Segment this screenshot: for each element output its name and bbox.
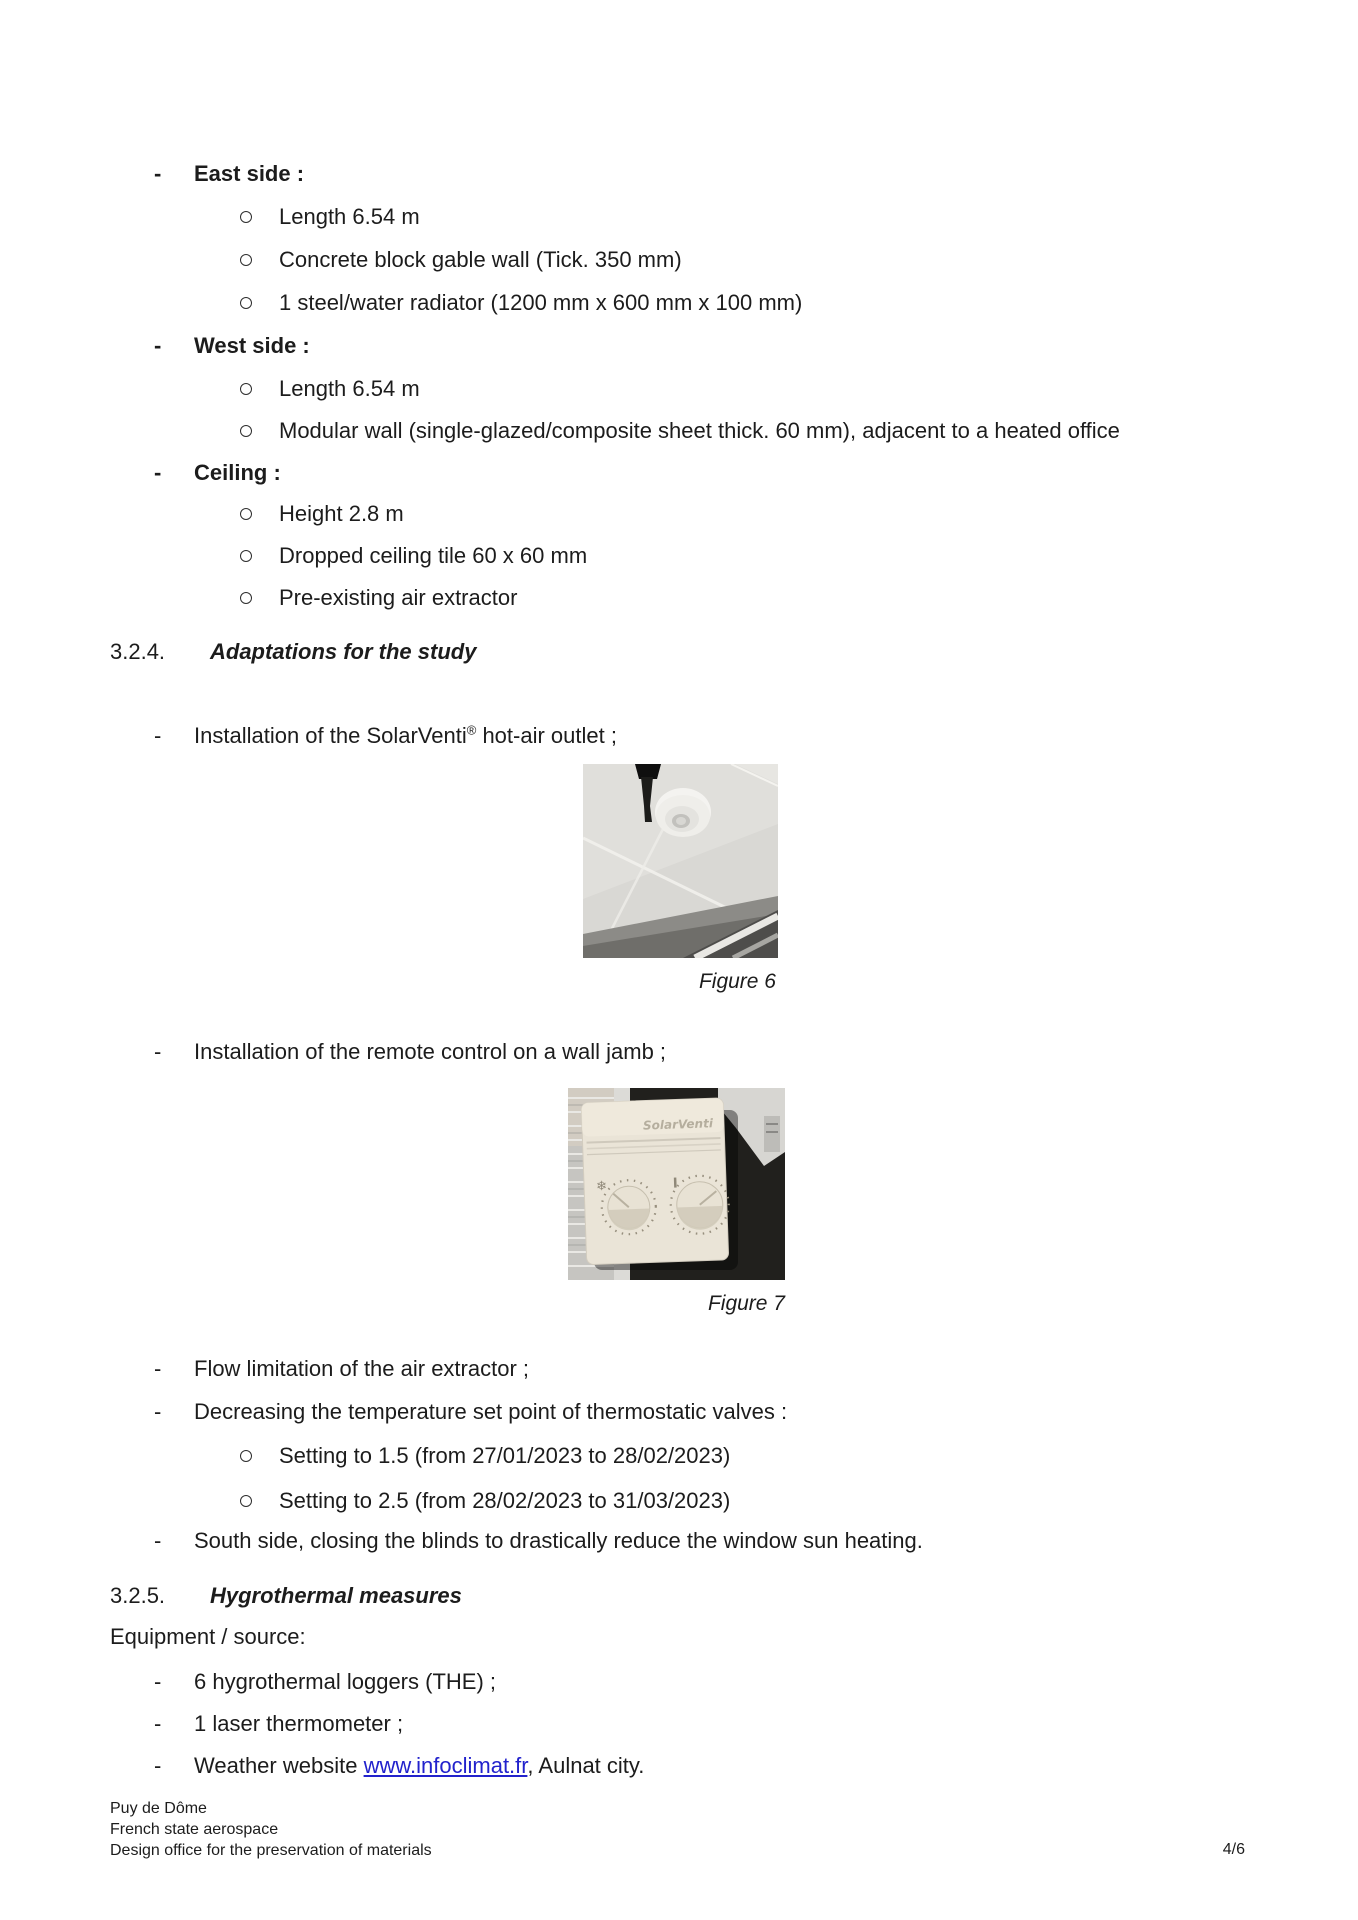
list-item-label: Setting to 2.5 (from 28/02/2023 to 31/03/2023) xyxy=(279,1488,731,1513)
list-item-label: hot-air outlet ; xyxy=(476,723,617,748)
list-item xyxy=(240,1442,730,1470)
dash-bullet: - xyxy=(154,333,162,358)
footer-line-3: Design office for the preservation of materials xyxy=(110,1842,432,1859)
list-item-loggers xyxy=(154,1668,496,1696)
dash-bullet: - xyxy=(154,1356,162,1381)
circle-bullet xyxy=(240,550,252,562)
section-title: Hygrothermal measures xyxy=(210,1583,462,1608)
list-item-label: Setting to 1.5 (from 27/01/2023 to 28/02/2023) xyxy=(279,1443,731,1468)
list-item-label: Length 6.54 m xyxy=(279,204,420,229)
list-item-south-blinds xyxy=(154,1527,923,1555)
list-item-label: South side, closing the blinds to drastically reduce the window sun heating. xyxy=(194,1528,923,1553)
list-item-remote-control xyxy=(154,1038,666,1066)
dash-bullet: - xyxy=(154,1528,162,1553)
remote-control-photo xyxy=(568,1088,785,1280)
list-item xyxy=(240,289,802,317)
figure7-photo xyxy=(568,1088,785,1285)
equipment-source-label: Equipment / source: xyxy=(110,1624,306,1649)
circle-bullet xyxy=(240,508,252,520)
list-item xyxy=(240,542,587,570)
dash-bullet: - xyxy=(154,723,162,748)
list-item-label: Length 6.54 m xyxy=(279,376,420,401)
footer-line-1: Puy de Dôme xyxy=(110,1800,207,1817)
circle-bullet xyxy=(240,211,252,223)
list-item-label: Modular wall (single-glazed/composite sheet thick. 60 mm), adjacent to a heated office xyxy=(279,418,1120,443)
dash-bullet: - xyxy=(154,1039,162,1064)
list-item-label: Installation of the SolarVenti xyxy=(194,723,467,748)
list-item-thermometer xyxy=(154,1710,403,1738)
list-item-flow-limitation xyxy=(154,1355,529,1383)
list-item xyxy=(240,584,517,612)
circle-bullet xyxy=(240,297,252,309)
circle-bullet xyxy=(240,592,252,604)
list-item-label: Weather website xyxy=(194,1753,364,1778)
list-item-label: , Aulnat city. xyxy=(527,1753,645,1778)
dash-bullet: - xyxy=(154,1753,162,1778)
list-item-label: Concrete block gable wall (Tick. 350 mm) xyxy=(279,247,682,272)
ceiling-outlet-photo xyxy=(583,764,778,958)
snowflake-icon: ❄ xyxy=(595,1178,608,1195)
footer-line-2: French state aerospace xyxy=(110,1821,279,1838)
list-item-label: Pre-existing air extractor xyxy=(279,585,518,610)
section-heading-324 xyxy=(110,638,476,666)
figure6-caption: Figure 6 xyxy=(698,970,776,993)
dial-index-mark xyxy=(674,1178,677,1188)
list-item-weather-website xyxy=(154,1752,644,1780)
list-item-label: 1 steel/water radiator (1200 mm x 600 mm x 100 mm) xyxy=(279,290,803,315)
figure6-photo xyxy=(583,764,778,963)
list-item xyxy=(240,246,682,274)
list-item-valves xyxy=(154,1398,787,1426)
circle-bullet xyxy=(240,383,252,395)
dash-bullet: - xyxy=(154,161,162,186)
list-item xyxy=(240,1487,730,1515)
list-item xyxy=(240,375,420,403)
list-item-ceiling-header xyxy=(154,459,281,487)
list-item-east-header xyxy=(154,160,304,188)
circle-bullet xyxy=(240,1450,252,1462)
list-item-label: Dropped ceiling tile 60 x 60 mm xyxy=(279,543,588,568)
section-heading-325 xyxy=(110,1582,462,1610)
dash-bullet: - xyxy=(154,1669,162,1694)
list-item-label: 1 laser thermometer ; xyxy=(194,1711,404,1736)
figure7-caption: Figure 7 xyxy=(707,1292,785,1315)
circle-bullet xyxy=(240,1495,252,1507)
section-number: 3.2.5. xyxy=(110,1583,166,1608)
dash-bullet: - xyxy=(154,460,162,485)
list-item-label: Height 2.8 m xyxy=(279,501,404,526)
list-item-label: Flow limitation of the air extractor ; xyxy=(194,1356,530,1381)
list-item-label: Installation of the remote control on a wall jamb ; xyxy=(194,1039,667,1064)
list-item-label: Decreasing the temperature set point of thermostatic valves : xyxy=(194,1399,788,1424)
registered-trademark-symbol: ® xyxy=(466,722,477,738)
list-item-label: Ceiling : xyxy=(194,460,281,485)
section-number: 3.2.4. xyxy=(110,639,166,664)
section-title: Adaptations for the study xyxy=(210,639,477,664)
circle-bullet xyxy=(240,425,252,437)
circle-bullet xyxy=(240,254,252,266)
dash-bullet: - xyxy=(154,1711,162,1736)
dash-bullet: - xyxy=(154,1399,162,1424)
list-item-label: 6 hygrothermal loggers (THE) ; xyxy=(194,1669,496,1694)
list-item-label: West side : xyxy=(194,333,310,358)
page-number: 4/6 xyxy=(1222,1841,1245,1858)
solarventi-brand-text: SolarVenti xyxy=(642,1116,714,1133)
infoclimat-link[interactable]: www.infoclimat.fr xyxy=(363,1753,528,1778)
list-item-solarventi-outlet xyxy=(154,722,617,750)
list-item-label: East side : xyxy=(194,161,305,186)
list-item xyxy=(240,203,420,231)
list-item xyxy=(240,417,1120,445)
list-item-west-header xyxy=(154,332,310,360)
list-item xyxy=(240,500,404,528)
